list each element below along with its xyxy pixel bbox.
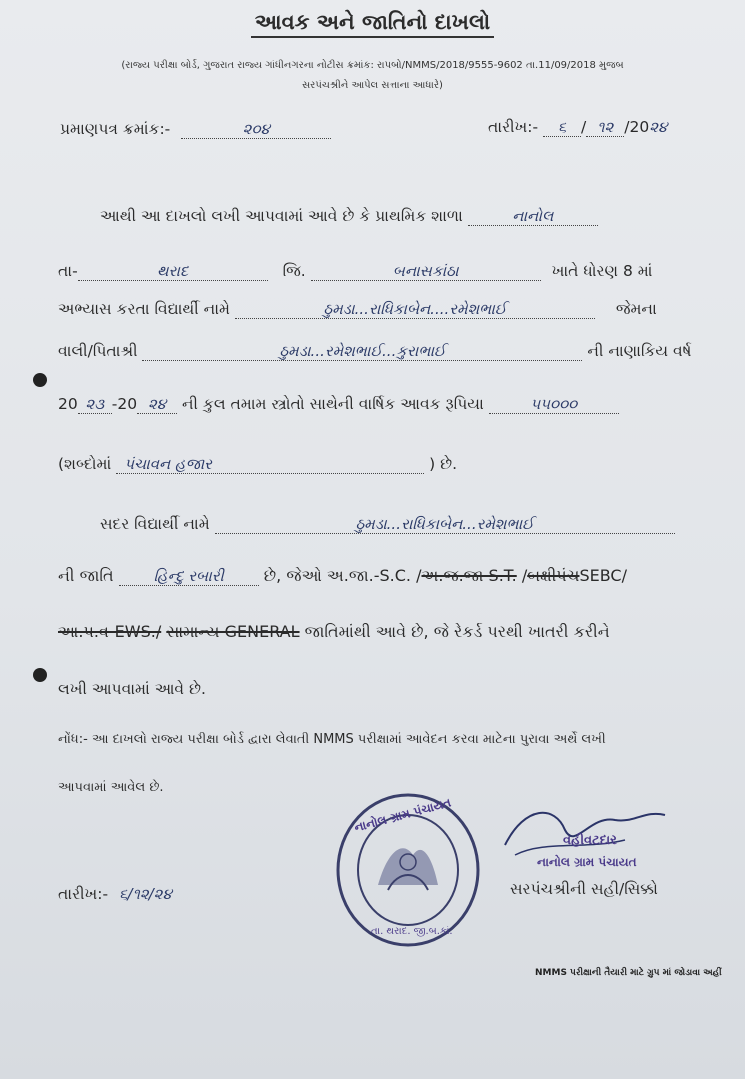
intro-line (100, 207, 598, 226)
taluka-row (58, 262, 652, 281)
document-title: આવક અને જાતિનો દાખલો (0, 10, 745, 35)
subtitle-line1: (રાજ્ય પરીક્ષા બોર્ડ, ગુજરાત રાજ્ય ગાંધીનગરના નોટીસ ક્રમાંક: રાપબો/NMMS/2018/9555-9602 તા.11/09/2018 મુજબ (121, 60, 624, 71)
year-value-1: ૨૩ (85, 395, 105, 413)
intro-text: આથી આ દાખલો લખી આપવામાં આવે છે કે પ્રાથમિક શાળા (100, 207, 463, 225)
caste-mid-text: છે, જેઓ અ.જા.-S.C. / (263, 566, 422, 585)
district-value: બનાસકાંઠા (392, 262, 459, 280)
bottom-date-label: તારીખ:- (58, 885, 109, 903)
student-value: ઠુમડા...રાધિકાબેન....રમેશભાઈ (323, 300, 507, 318)
signature-stamp-line2: નાનોલ ગ્રામ પંચાયત (537, 855, 637, 869)
caste-row (58, 566, 627, 586)
taluka-value: થરાદ (157, 262, 189, 280)
ews-option-struck: આ.પ.વ-EWS./ (58, 622, 162, 641)
financial-text: ની નાણાકિય વર્ષ (587, 342, 692, 360)
date-month: ૧૨ (597, 118, 614, 136)
year-prefix-2: -20 (111, 395, 138, 413)
income-value: ૫૫૦૦૦ (530, 395, 578, 413)
sarpanch-sign-label: સરપંચશ્રીની સહી/સિક્કો (510, 880, 658, 898)
words-end: ) છે. (429, 455, 458, 473)
district-label: જિ. (282, 262, 306, 280)
certificate-number-value: ૨૦૪ (242, 120, 270, 138)
date-row: તારીખ:- ૬ / ૧૨ /20૨૪ (488, 118, 668, 136)
guardian-label: વાલી/પિતાશ્રી (58, 342, 138, 360)
repeat-student-row (100, 515, 675, 534)
caste-value: હિન્દુ રબારી (153, 567, 224, 585)
punch-hole-top (33, 373, 47, 387)
whose-text: જેમના (615, 300, 657, 318)
repeat-student-value: ઠુમડા...રાધિકાબેન...રમેશભાઈ (355, 515, 534, 533)
note-line2: આપવામાં આવેલ છે. (58, 780, 164, 795)
slash-separator: / (516, 566, 528, 585)
signature-stamp-line1: વહીવટદાર (563, 833, 617, 848)
class-text: ખાતે ધોરણ 8 માં (551, 262, 653, 280)
seal-top-text: નાનોલ ગ્રામ પંચાયત (352, 795, 453, 835)
taluka-label: તા- (58, 262, 78, 280)
guardian-row (58, 342, 691, 361)
st-option-struck: અ.જ.જા S.T. (421, 566, 517, 585)
words-row (58, 455, 457, 474)
sebc-option: SEBC/ (579, 566, 627, 585)
words-value: પંચાવન હજાર (124, 455, 212, 473)
category-end-text: જાતિમાંથી આવે છે, જે રેકર્ડ પરથી ખાતરી કરીને (304, 622, 610, 641)
income-text: ની કુલ તમામ સ્ત્રોતો સાથેની વાર્ષિક આવક રૂપિયા (182, 395, 484, 413)
bottom-date-row (58, 885, 172, 904)
year-value-2: ૨૪ (148, 395, 167, 413)
note-line1: નોંધ:- આ દાખલો રાજ્ય પરીક્ષા બોર્ડ દ્વારા લેવાતી NMMS પરીક્ષામાં આવેદન કરવા માટેના પુરાવા અર્થે લખી (58, 732, 606, 747)
income-row (58, 395, 619, 414)
punch-hole-bottom (33, 668, 47, 682)
student-label: અભ્યાસ કરતા વિદ્યાર્થી નામે (58, 300, 230, 318)
signature-area (495, 795, 675, 869)
certificate-number-row (60, 120, 331, 139)
date-year-prefix: /20 (624, 118, 650, 136)
category-row (58, 622, 610, 642)
seal-bottom-text: તા. થરાદ. જી.બ.કાં. (371, 926, 453, 937)
guardian-value: ઠુમડા...રમેશભાઈ...કુરાભાઈ (279, 342, 446, 360)
date-day: ૬ (557, 118, 567, 136)
repeat-student-label: સદર વિદ્યાર્થી નામે (100, 515, 210, 533)
date-year-suffix: ૨૪ (649, 118, 668, 136)
subtitle-line2: સરપંચશ્રીને આપેલ સત્તાના આધારે) (302, 80, 443, 91)
school-value: નાનોલ (512, 207, 554, 225)
year-prefix-1: 20 (58, 395, 78, 413)
caste-label: ની જાતિ (58, 566, 114, 585)
panchayat-seal (333, 790, 483, 954)
words-label: (શબ્દોમાં (58, 455, 112, 473)
general-option-struck: સામાન્ય GENERAL (166, 622, 300, 641)
student-row (58, 300, 657, 319)
certificate-number-label: પ્રમાણપત્ર ક્રમાંક:- (60, 120, 171, 138)
sebc-option-struck: બક્ષીપંચ (527, 566, 580, 585)
bottom-date-value: ૬/૧૨/૨૪ (119, 885, 172, 903)
closing-line: લખી આપવામાં આવે છે. (58, 680, 206, 698)
date-label: તારીખ:- (488, 118, 539, 136)
footer-note: NMMS પરીક્ષાની તૈયારી માટે ગ્રુપ માં જોડાવા અહીં (535, 968, 722, 978)
